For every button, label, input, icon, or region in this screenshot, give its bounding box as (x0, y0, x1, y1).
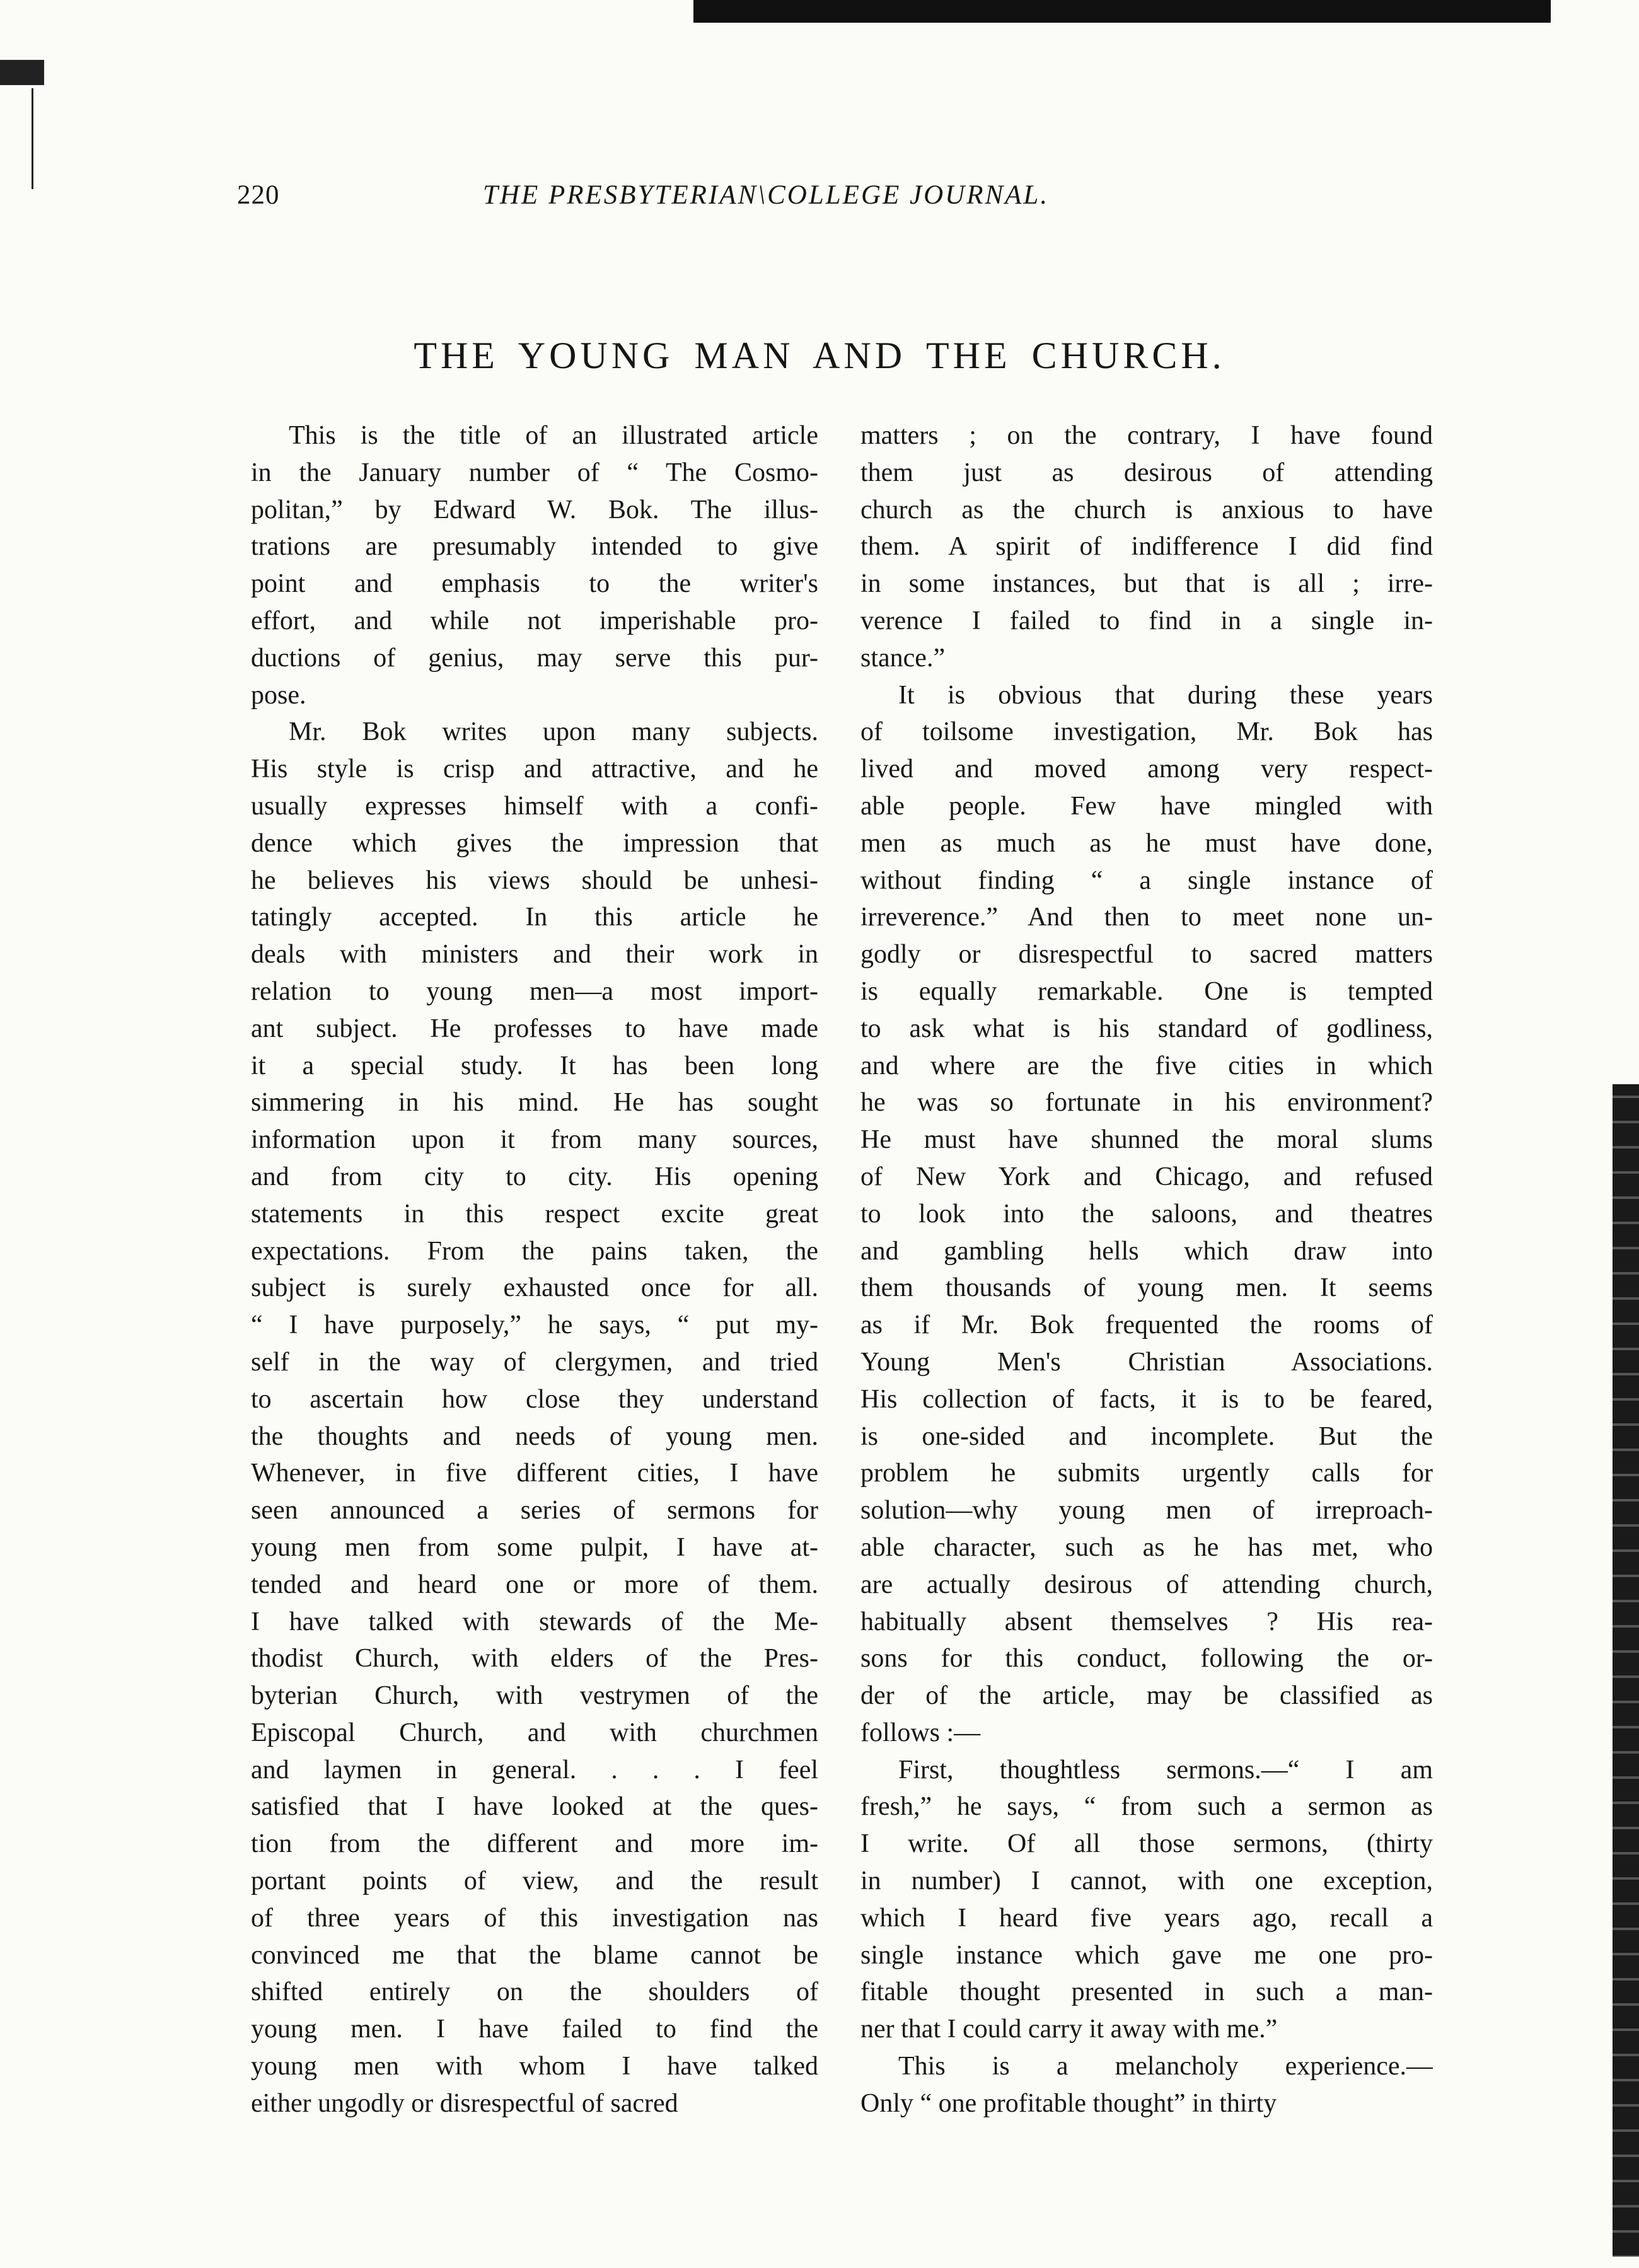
text-line: irreverence.” And then to meet none un- (860, 903, 1433, 932)
text-line: men as much as he must have done, (860, 828, 1433, 858)
text-line: and gambling hells which draw into (860, 1236, 1433, 1266)
text-line: young men from some pulpit, I have at- (251, 1532, 818, 1562)
text-line: fresh,” he says, “ from such a sermon as (860, 1792, 1433, 1822)
text-line: His style is crisp and attractive, and he (251, 755, 818, 784)
text-line: expectations. From the pains taken, the (251, 1236, 818, 1266)
text-line: sons for this conduct, following the or- (860, 1644, 1433, 1674)
text-line: byterian Church, with vestrymen of the (251, 1681, 818, 1711)
text-line: it a special study. It has been long (251, 1051, 818, 1080)
text-line: usually expresses himself with a confi- (251, 791, 818, 821)
text-line: tion from the different and more im- (251, 1829, 818, 1859)
text-line: verence I failed to find in a single in- (860, 606, 1433, 635)
text-line: tatingly accepted. In this article he (251, 903, 818, 932)
text-line: thodist Church, with elders of the Pres- (251, 1644, 818, 1674)
text-line: able character, such as he has met, who (860, 1532, 1433, 1562)
text-line: the thoughts and needs of young men. (251, 1421, 818, 1451)
text-line: church as the church is anxious to have (860, 495, 1433, 524)
text-line: “ I have purposely,” he says, “ put my- (251, 1310, 818, 1340)
text-line: First, thoughtless sermons.—“ I am (898, 1755, 1433, 1785)
text-line: of New York and Chicago, and refused (860, 1162, 1433, 1191)
text-line: in the January number of “ The Cosmo- (251, 458, 818, 487)
text-line: them. A spirit of indifference I did find (860, 532, 1433, 562)
text-line: simmering in his mind. He has sought (251, 1088, 818, 1118)
text-line: to ask what is his standard of godliness, (860, 1014, 1433, 1043)
text-line: fitable thought presented in such a man- (860, 1977, 1433, 2007)
text-line: It is obvious that during these years (898, 680, 1433, 710)
scan-artifact-top-bar (693, 0, 1551, 38)
text-line: Episcopal Church, and with churchmen (251, 1718, 818, 1747)
text-line: This is the title of an illustrated article (289, 421, 818, 450)
text-line: information upon it from many sources, (251, 1125, 818, 1155)
text-line: to ascertain how close they understand (251, 1384, 818, 1414)
text-line: He must have shunned the moral slums (860, 1125, 1433, 1155)
text-line: of three years of this investigation nas (251, 1903, 818, 1933)
text-line: His collection of facts, it is to be feared, (860, 1384, 1433, 1414)
text-line: convinced me that the blame cannot be (251, 1940, 818, 1970)
text-line: he was so fortunate in his environment? (860, 1088, 1433, 1118)
right-column (860, 417, 1433, 2122)
text-line: and laymen in general. . . . I feel (251, 1755, 818, 1785)
text-line: them just as desirous of attending (860, 458, 1433, 487)
text-line: I write. Of all those sermons, (thirty (860, 1829, 1433, 1859)
text-line: der of the article, may be classified as (860, 1681, 1433, 1711)
text-line: either ungodly or disrespectful of sacred (251, 2088, 678, 2118)
scan-artifact-left-mark (0, 60, 44, 85)
scan-artifact-left-line (32, 88, 33, 189)
text-line: deals with ministers and their work in (251, 940, 818, 969)
text-line: seen announced a series of sermons for (251, 1496, 818, 1525)
text-line: in some instances, but that is all ; irre- (860, 569, 1433, 599)
text-line: effort, and while not imperishable pro- (251, 606, 818, 635)
text-line: subject is surely exhausted once for all. (251, 1273, 818, 1303)
text-line: point and emphasis to the writer's (251, 569, 818, 599)
text-line: matters ; on the contrary, I have found (860, 421, 1433, 450)
text-line: as if Mr. Bok frequented the rooms of (860, 1310, 1433, 1340)
text-line: Only “ one profitable thought” in thirty (860, 2088, 1277, 2118)
article-title: THE YOUNG MAN AND THE CHURCH. (414, 335, 1225, 376)
text-line: habitually absent themselves ? His rea- (860, 1607, 1433, 1636)
text-line: shifted entirely on the shoulders of (251, 1977, 818, 2007)
text-line: and from city to city. His opening (251, 1162, 818, 1191)
scan-artifact-right-edge (1613, 1084, 1639, 2257)
text-line: godly or disrespectful to sacred matters (860, 940, 1433, 969)
text-line: ner that I could carry it away with me.” (860, 2015, 1278, 2044)
text-line: tended and heard one or more of them. (251, 1570, 818, 1599)
text-line: of toilsome investigation, Mr. Bok has (860, 717, 1433, 747)
text-line: problem he submits urgently calls for (860, 1459, 1433, 1488)
text-line: young men. I have failed to find the (251, 2015, 818, 2044)
text-line: satisfied that I have looked at the ques- (251, 1792, 818, 1822)
text-line: young men with whom I have talked (251, 2052, 818, 2081)
text-line: is equally remarkable. One is tempted (860, 976, 1433, 1006)
text-line: which I heard five years ago, recall a (860, 1903, 1433, 1933)
text-line: ductions of genius, may serve this pur- (251, 643, 818, 673)
text-line: politan,” by Edward W. Bok. The illus- (251, 495, 818, 524)
text-line: ant subject. He professes to have made (251, 1014, 818, 1043)
text-line: in number) I cannot, with one exception, (860, 1866, 1433, 1896)
left-column (251, 417, 818, 2122)
text-line: to look into the saloons, and theatres (860, 1199, 1433, 1229)
text-line: Young Men's Christian Associations. (860, 1347, 1433, 1377)
text-line: them thousands of young men. It seems (860, 1273, 1433, 1303)
text-line: able people. Few have mingled with (860, 791, 1433, 821)
text-line: pose. (251, 680, 306, 710)
text-line: dence which gives the impression that (251, 828, 818, 858)
text-line: and where are the five cities in which (860, 1051, 1433, 1080)
text-line: Whenever, in five different cities, I have (251, 1459, 818, 1488)
text-line: statements in this respect excite great (251, 1199, 818, 1229)
text-line: trations are presumably intended to give (251, 532, 818, 562)
text-line: are actually desirous of attending church, (860, 1570, 1433, 1599)
text-line: lived and moved among very respect- (860, 755, 1433, 784)
text-line: self in the way of clergymen, and tried (251, 1347, 818, 1377)
text-line: without finding “ a single instance of (860, 865, 1433, 895)
text-line: portant points of view, and the result (251, 1866, 818, 1896)
text-line: solution—why young men of irreproach- (860, 1496, 1433, 1525)
running-head (237, 180, 1214, 224)
text-line: single instance which gave me one pro- (860, 1940, 1433, 1970)
text-line: I have talked with stewards of the Me- (251, 1607, 818, 1636)
text-line: stance.” (860, 643, 946, 673)
journal-title: THE PRESBYTERIAN\COLLEGE JOURNAL. (483, 180, 1050, 210)
text-line: follows :— (860, 1718, 981, 1747)
text-line: This is a melancholy experience.— (898, 2052, 1433, 2081)
text-line: Mr. Bok writes upon many subjects. (289, 717, 818, 747)
text-line: relation to young men—a most import- (251, 976, 818, 1006)
text-line: is one-sided and incomplete. But the (860, 1421, 1433, 1451)
page-number: 220 (237, 180, 280, 210)
text-line: he believes his views should be unhesi- (251, 865, 818, 895)
